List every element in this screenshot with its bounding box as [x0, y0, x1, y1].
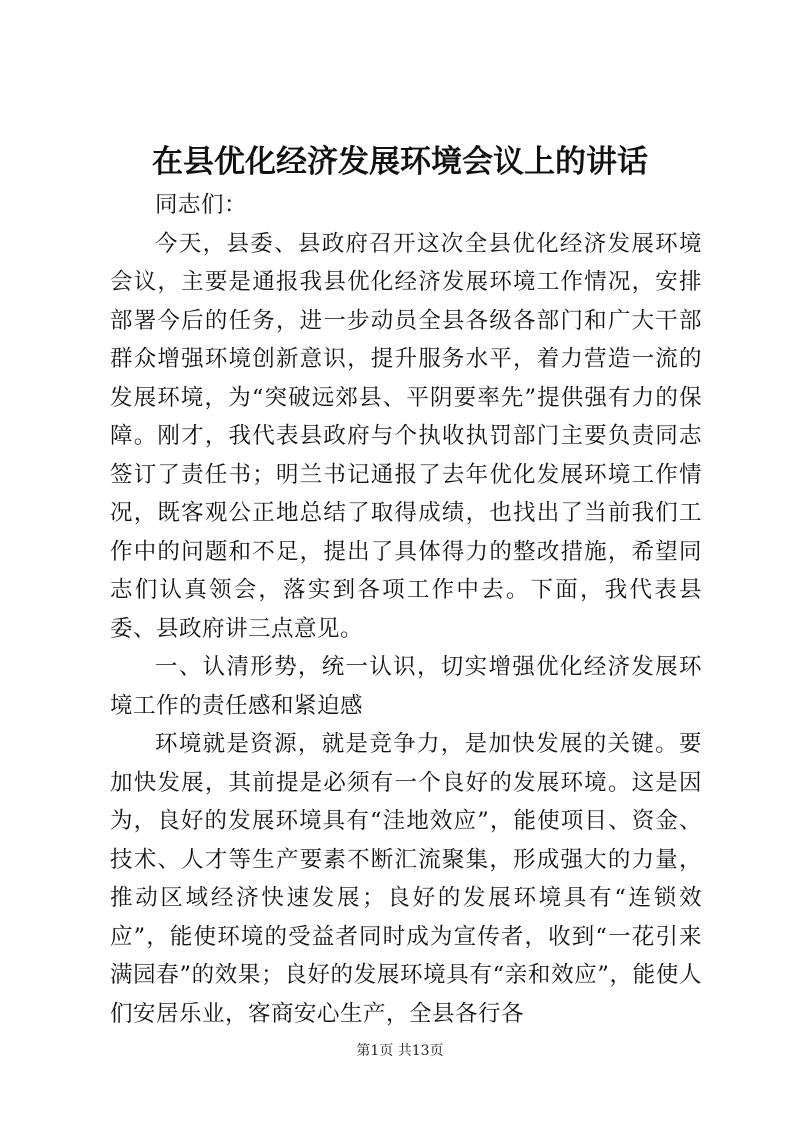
total-pages-number: 13: [411, 1043, 430, 1059]
page-label-prefix: 第: [356, 1043, 371, 1059]
document-body: [110, 186, 702, 1033]
intro-paragraph: 今天，县委、县政府召开这次全县优化经济发展环境会议，主要是通报我县优化经济发展环境工作情况，安排部署今后的任务，进一步动员全县各级各部门和广大干部群众增强环境创新意识，提升服务水平，着力营造一流的发展环境，为“突破远郊县、平阴要率先”提供强有力的保障。刚才，我代表县政府与个执收执罚部门主要负责同志签订了责任书；明兰书记通报了去年优化发展环境工作情况，既客观公正地总结了取得成绩，也找出了当前我们工作中的问题和不足，提出了具体得力的整改措施，希望同志们认真领会，落实到各项工作中去。下面，我代表县委、县政府讲三点意见。: [110, 230, 702, 642]
current-page-number: 1: [370, 1043, 380, 1059]
page-footer: [0, 1041, 800, 1061]
page-label-mid: 页 共: [379, 1043, 412, 1059]
document-title: 在县优化经济发展环境会议上的讲话: [152, 144, 648, 180]
section-heading-1: 一、认清形势，统一认识，切实增强优化经济发展环境工作的责任感和紧迫感: [110, 654, 702, 719]
salutation-paragraph: 同志们：: [155, 192, 248, 218]
page-label-suffix: 页: [429, 1043, 444, 1059]
body-paragraph-1: 环境就是资源，就是竞争力，是加快发展的关键。要加快发展，其前提是必须有一个良好的发展环境。这是因为，良好的发展环境具有“洼地效应”，能使项目、资金、技术、人才等生产要素不断汇流聚集，形成强大的力量，推动区域经济快速发展；良好的发展环境具有“连锁效应”，能使环境的受益者同时成为宣传者，收到“一花引来满园春”的效果；良好的发展环境具有“亲和效应”，能使人们安居乐业，客商安心生产，全县各行各: [110, 731, 702, 1027]
